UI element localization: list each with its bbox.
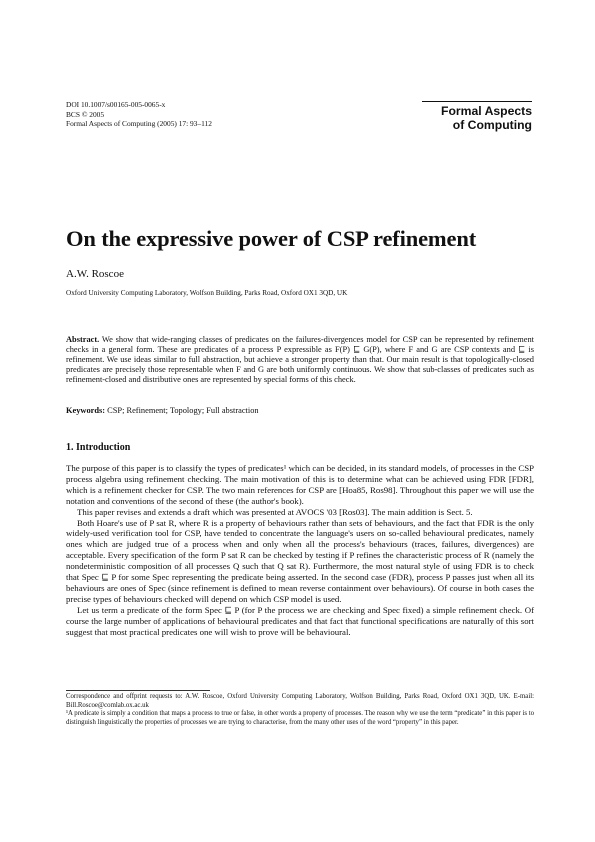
journal-rule [422,101,532,102]
abstract [66,335,534,385]
footnote-1: ¹A predicate is simply a condition that maps a process to true or false, in other words a property of processes. The reason why we use the term “predicate” in this paper is to distinguish linguistically the properties of processes we are trying to characterise, from the many other uses of the word “property” in this paper. [66,710,534,726]
keywords-text: CSP; Refinement; Topology; Full abstraction [107,406,259,415]
correspondence-note: Correspondence and offprint requests to: A.W. Roscoe, Oxford University Computing Laboratory, Wolfson Building, Parks Road, Oxford OX1 3QD, UK. E-mail: Bill.Roscoe@comlab.ox.ac.uk [66,693,534,709]
copyright-text: BCS © 2005 [66,109,105,119]
paper-title: On the expressive power of CSP refinement [66,226,477,251]
footnote-rule [66,690,210,691]
doi-text: DOI 10.1007/s00165-005-0065-x [66,100,166,109]
abstract-text: We show that wide-ranging classes of predicates on the failures-divergences model for CSP can be represented by refinement checks in a general form. These are predicates of a process P expressible as F(P) ⊑ G(P), where F and G are CSP contexts and ⊑ is refinement. We use ideas similar to full abstraction, but achieve a stronger property than that. Our main result is that topologically-closed predicates are precisely those representable when F and G are both uniformly continuous. We show that sub-classes of predicates such as refinement-closed and distributive ones are represented by special forms of this check. [66,335,534,385]
keywords-label: Keywords: [66,406,106,415]
author-name: A.W. Roscoe [66,268,124,280]
abstract-label: Abstract. [66,335,100,344]
body-paragraph: This paper revises and extends a draft which was presented at AVOCS '03 [Ros03]. The main addition is Sect. 5. [77,506,473,517]
journal-name-line2: of Computing [452,118,532,132]
body-paragraph: The purpose of this paper is to classify the types of predicates¹ which can be decided, in its standard models, of processes in the CSP process algebra using refinement checking. The main motivation of this is to determine what can be achieved using FDR [FDR], which is a refinement checker for CSP. The two main references for CSP are [Hoa85, Ros98]. Throughout this paper we will use the notation and conventions of the second of these (the author's book). [66,463,534,506]
body-paragraph: Both Hoare's use of P sat R, where R is a property of behaviours rather than sets of behaviours, and the fact that FDR is the only widely-used verification tool for CSP, have tended to concentrate the language's users on so-called behavioural predicates, namely ones which are judged true of a process when and only when all the process's behaviours (traces, failures, divergences) are acceptable. Every specification of the form P sat R can be checked by testing if P refines the characteristic process of R (namely the nondeterministic composition of all processes Q such that Q sat R). Furthermore, the most natural style of using FDR is to check that Spec ⊑ P for some Spec representing the predicate being asserted. In the second case (FDR), process P passes just when all its behaviours are ones of Spec (since refinement is defined to mean reverse containment over behaviours). Of course in both cases the precise types of behaviours checked will depend on which CSP model is used. [66,517,534,604]
journal-name-line1: Formal Aspects [441,104,532,118]
journal-logo [422,104,532,132]
body-paragraph: Let us term a predicate of the form Spec ⊑ P (for P the process we are checking and Spec fixed) a simple refinement check. Of course the large number of applications of behavioural predicates and that fact that functional specifications are naturally of this sort suggest that most practical predicates one will wish to prove will be behavioural. [66,604,534,637]
body-text [66,463,534,638]
article-metadata [66,100,212,129]
keywords [66,406,534,415]
footnotes [66,693,534,727]
author-affiliation: Oxford University Computing Laboratory, Wolfson Building, Parks Road, Oxford OX1 3QD, UK [66,289,348,297]
section-heading: 1. Introduction [66,442,131,453]
citation-text: Formal Aspects of Computing (2005) 17: 93–112 [66,119,212,129]
